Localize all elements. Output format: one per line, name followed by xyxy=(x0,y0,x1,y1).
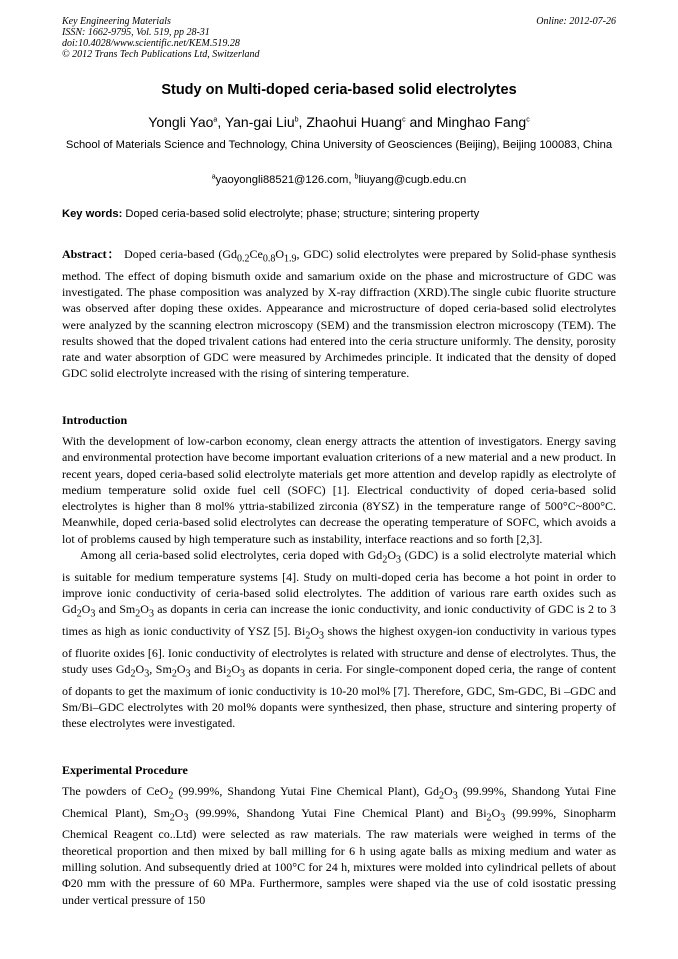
keywords xyxy=(62,208,616,220)
keywords-text: Doped ceria-based solid electrolyte; phase; structure; sintering property xyxy=(122,208,480,220)
online-date: Online: 2012-07-26 xyxy=(536,16,616,27)
author-name: Zhaohui Huang xyxy=(306,114,403,130)
author-affil-mark: c xyxy=(402,116,406,124)
email-mark: b xyxy=(354,173,359,181)
experimental-paragraph-1: The powders of CeO$_2$ (99.99%, Shandong Yutai Fine Chemical Plant), $Gd_2O_3$ (99.99%, Shandong Yutai Fine Chemical Plant), $Sm_2O_3$ (99.99%, Shandong Yutai Fine Chemical Plant) and $Bi_2O_3$ (99.99%, Sinopharm Chemical Reagent co..Ltd) were selected as raw materials. The raw materials were weighed in terms of the theoretical proportion and then mixed by ball milling for 6 h using agate balls as mixing medium and water as milling solution. And subsequently dried at 100°C for 24 h, mixtures were molded into cylindrical pellets of about Φ20 mm with the pressure of 60 MPa. Furthermore, samples were shaped via the use of cold isostatic pressing under vertical pressure of 150 xyxy=(62,784,617,907)
journal-header xyxy=(62,16,260,60)
author-list xyxy=(62,114,616,130)
intro-paragraph-1: With the development of low-carbon economy, clean energy attracts the attention of investigators. Energy saving and environmental protection have become important evaluation criterions of a new material and a new product. In recent years, doped ceria-based solid electrolyte materials get more attention and develop rapidly as electrolyte of medium temperature solid oxide fuel cell (SOFC) [1]. Electrical conductivity of doped ceria-based solid electrolytes is higher than 8 mol% yttria-stabilized zirconia (8YSZ) in the temperature range of 500°C~800°C. Meanwhile, doped ceria-based solid electrolytes can decrease the operating temperature of SOFC, which avoids a lot of problems caused by high temperature such as instability, interface reactions and so forth [2,3]. xyxy=(62,434,616,546)
abstract xyxy=(62,246,616,382)
journal-issn: ISSN: 1662-9795, Vol. 519, pp 28-31 xyxy=(62,27,210,38)
email-address: yaoyongli88521@126.com xyxy=(215,174,349,186)
author-name: Yongli Yao xyxy=(148,114,214,130)
author-conjunction: and xyxy=(405,114,437,130)
author-affil-mark: b xyxy=(294,116,299,124)
journal-name: Key Engineering Materials xyxy=(62,16,171,27)
abstract-text: Doped ceria-based ($Gd_{0.2}Ce_{0.8}O_{1.9}$, GDC) solid electrolytes were prepared by Solid-phase synthesis method. The effect of doping bismuth oxide and samarium oxide on the phase and microstructure of GDC was investigated. The phase composition was analyzed by X-ray diffraction (XRD).The single cubic fluorite structure was observed after doping these oxides. Appearance and microstructure of doped ceria-based solid electrolytes were analyzed by the scanning electron microscopy (SEM) and the transmission electron microscopy (TEM). The results showed that the doped trivalent cations had entered into the ceria structure uniformly. The density, porosity rate and water absorption of GDC were measured by Archimedes principle. It indicated that the density of doped GDC solid electrolyte increased with the rising of sintering temperature. xyxy=(62,247,617,381)
author-separator: , xyxy=(298,114,307,130)
email-address: liuyang@cugb.edu.cn xyxy=(358,174,467,186)
abstract-label: Abstract： xyxy=(62,247,121,261)
author-name: Minghao Fang xyxy=(436,114,527,130)
email-separator: , xyxy=(348,174,355,186)
introduction-body xyxy=(62,433,616,732)
paper-title: Study on Multi-doped ceria-based solid electrolytes xyxy=(161,82,517,98)
author-affil-mark: a xyxy=(213,116,218,124)
introduction-heading: Introduction xyxy=(62,413,128,427)
journal-doi: doi:10.4028/www.scientific.net/KEM.519.28 xyxy=(62,38,240,49)
affiliation: School of Materials Science and Technology, China University of Geosciences (Beijing), Beijing 100083, China xyxy=(65,139,613,151)
author-separator: , xyxy=(217,114,225,130)
journal-copyright: © 2012 Trans Tech Publications Ltd, Switzerland xyxy=(62,49,260,60)
email-list xyxy=(62,174,616,186)
intro-paragraph-2: Among all ceria-based solid electrolytes, ceria doped with $Gd_2O_3$ (GDC) is a solid electrolyte material which is suitable for medium temperature systems [4]. Study on multi-doped ceria has become a hot point in order to improve ionic conductivity of ceria-based solid electrolytes. The addition of various rare earth oxides such as $Gd_2O_3$ and $Sm_2O_3$ as dopants in ceria can increase the ionic conductivity, and ionic conductivity of GDC is 2 to 3 times as high as ionic conductivity of YSZ [5]. $Bi_2O_3$ shows the highest oxygen-ion conductivity in various types of fluorite oxides [6]. Ionic conductivity of electrolytes is related with structure and dense of electrolytes. Thus, the study uses $Gd_2O_3$, $Sm_2O_3$ and $Bi_2O_3$ as dopants in ceria. For single-component doped ceria, the range of content of dopants to get the maximum of ionic conductivity is 10-20 mol% [7]. Therefore, GDC, Sm-GDC, Bi –GDC and Sm/Bi–GDC electrolytes with 20 mol% dopants were synthesized, then phase, structure and sintering property of these electrolytes were investigated. xyxy=(62,548,616,731)
experimental-heading: Experimental Procedure xyxy=(62,763,188,777)
email-mark: a xyxy=(211,173,216,181)
author-name: Yan-gai Liu xyxy=(224,114,295,130)
keywords-label: Key words: xyxy=(62,208,123,220)
author-affil-mark: c xyxy=(526,116,530,124)
experimental-body xyxy=(62,783,616,908)
